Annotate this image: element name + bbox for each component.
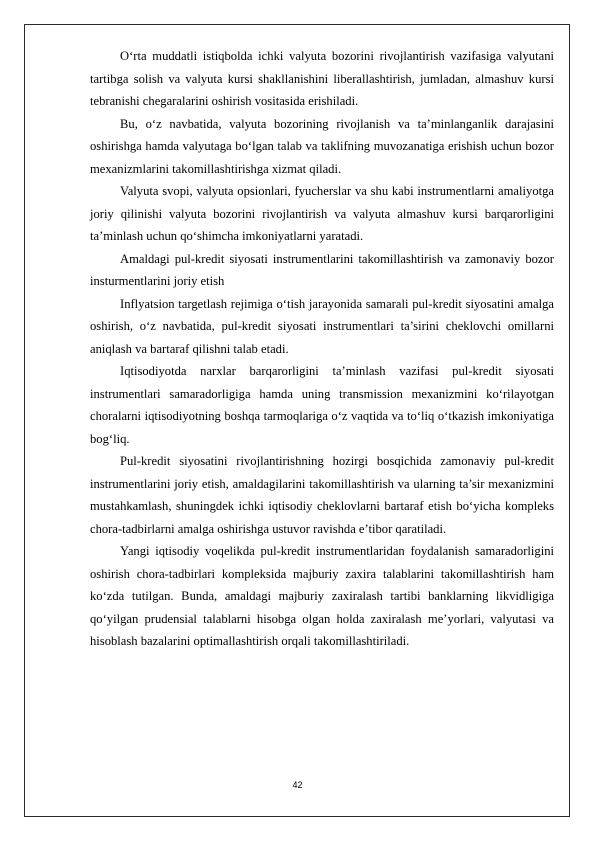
document-body <box>90 45 554 653</box>
paragraph: Iqtisodiyotda narxlar barqarorligini ta’minlash vazifasi pul-kredit siyosati instrumentlari samaradorligiga hamda uning transmission mexanizmini ko‘rilayotgan choralarni iqtisodiyotning boshqa tarmoqlariga o‘z vaqtida va to‘liq o‘tkazish imkoniyatiga bog‘liq. <box>90 364 554 446</box>
paragraph: Bu, o‘z navbatida, valyuta bozorining rivojlanish va ta’minlanganlik darajasini oshirishga hamda valyutaga bo‘lgan talab va taklifning muvozanatiga erishish uchun bozor mexanizmlarini takomillashtirishga xizmat qiladi. <box>90 116 554 176</box>
page-number: 42 <box>292 780 303 790</box>
paragraph: Yangi iqtisodiy voqelikda pul-kredit instrumentlaridan foydalanish samaradorligini oshirish chora-tadbirlari kompleksida majburiy zaxira talablarini takomillashtirish ham ko‘zda tutilgan. Bunda, amaldagi majburiy zaxiralash tartibi banklarning likvidligiga qo‘yilgan prudensial talablarni hisobga olgan holda zaxiralash me’yorlari, valyutasi va hisoblash bazalarini optimallashtirish orqali takomillashtiriladi. <box>90 544 554 648</box>
paragraph: Inflyatsion targetlash rejimiga o‘tish jarayonida samarali pul-kredit siyosatini amalga oshirish, o‘z navbatida, pul-kredit siyosati instrumentlari ta’sirini cheklovchi omillarni aniqlash va bartaraf qilishni talab etadi. <box>90 296 554 356</box>
paragraph: Pul-kredit siyosatini rivojlantirishning hozirgi bosqichida zamonaviy pul-kredit instrumentlarini joriy etish, amaldagilarini takomillashtirish va ularning ta’sir mexanizmini mustahkamlash, shuningdek ichki iqtisodiy cheklovlarni bartaraf etish bo‘yicha kompleks chora-tadbirlarni amalga oshirishga ustuvor ravishda e’tibor qaratiladi. <box>90 454 554 536</box>
paragraph: Valyuta svopi, valyuta opsionlari, fyucherslar va shu kabi instrumentlarni amaliyotga joriy qilinishi valyuta bozorini rivojlantirish va valyuta almashuv kursi barqarorligini ta’minlash uchun qo‘shimcha imkoniyatlarni yaratadi. <box>90 184 554 243</box>
paragraph: Amaldagi pul-kredit siyosati instrumentlarini takomillashtirish va zamonaviy bozor insturmentlarini joriy etish <box>90 251 554 288</box>
paragraph: O‘rta muddatli istiqbolda ichki valyuta bozorini rivojlantirish vazifasiga valyutani tartibga solish va valyuta kursi shakllanishini liberallashtirish, jumladan, almashuv kursi tebranishi chegaralarini oshirish vositasida erishiladi. <box>90 49 554 108</box>
